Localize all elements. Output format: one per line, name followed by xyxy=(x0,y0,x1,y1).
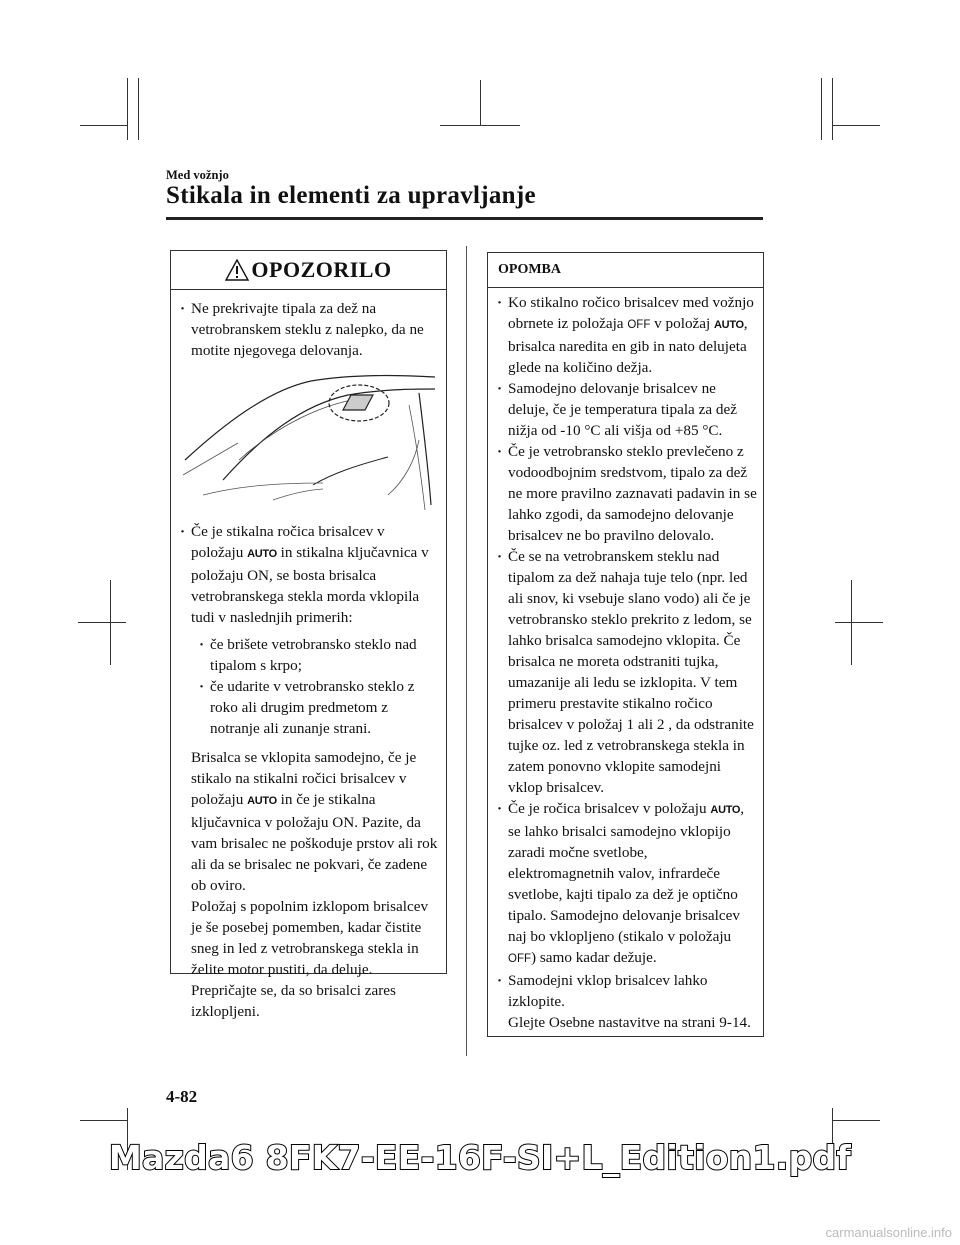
watermark: carmanualsonline.info xyxy=(825,1225,952,1240)
crop-mark xyxy=(832,78,833,140)
page-number: 4-82 xyxy=(166,1087,198,1106)
warning-heading: OPOZORILO xyxy=(251,257,392,282)
crop-mark xyxy=(821,78,822,140)
crop-mark xyxy=(832,125,880,126)
title-rule xyxy=(166,217,763,220)
auto-symbol: AUTO xyxy=(247,548,277,560)
note-item: · Ko stikalno ročico brisalcev med vožnjo obrnete iz položaja OFF v položaj AUTO, brisalca naredita en gib in nato delujeta glede na količino dežja. xyxy=(488,292,757,378)
note-item: · Če se na vetrobranskem steklu nad tipalom za dež nahaja tuje telo (npr. led ali snov, ki vsebuje slano vodo) ali če je vetrobransko steklo prekrito z ledom, se lahko brisalca samodejno vklopita. Če brisalca ne moreta odstraniti tujka, umazanije ali ledu se izklopita. V tem primeru prestavite stikalno ročico brisalcev v položaj 1 ali 2 , da odstranite tujke oz. led z vetrobranskega stekla in zatem ponovno vklopite samodejni vklop brisalcev. xyxy=(488,546,757,798)
warning-paragraph: Položaj s popolnim izklopom brisalcev je še posebej pomemben, kadar čistite sneg in led z vetrobranskega stekla in želite motor pustiti, da deluje. Prepričajte se, da so brisalci zares izklopljeni. xyxy=(191,898,429,1020)
crop-mark xyxy=(78,622,126,623)
note-heading: OPOMBA xyxy=(488,253,763,288)
crop-mark xyxy=(480,80,481,125)
crop-mark xyxy=(835,622,883,623)
crop-mark xyxy=(851,580,852,665)
warning-header xyxy=(171,251,446,290)
auto-symbol: AUTO xyxy=(247,795,277,807)
warning-subitem: · če brišete vetrobransko steklo nad tipalom s krpo; xyxy=(171,634,440,676)
crop-mark xyxy=(80,1120,128,1121)
off-symbol: OFF xyxy=(627,319,651,331)
warning-subitem: · če udarite v vetrobransko steklo z roko ali drugim predmetom z notranje ali zunanje strani. xyxy=(171,676,440,739)
crop-mark xyxy=(138,78,139,140)
section-label: Med vožnjo xyxy=(166,168,229,182)
off-symbol: OFF xyxy=(508,953,531,965)
note-box xyxy=(487,252,764,1037)
note-item: · Če je ročica brisalcev v položaju AUTO, se lahko brisalci samodejno vklopijo zaradi močne svetlobe, elektromagnetnih valov, infrardeče svetlobe, kajti tipalo za dež je optično tipalo. Samodejno delovanje brisalcev naj bo vklopljeno (stikalo v položaju OFF) samo kadar dežuje. xyxy=(488,798,757,970)
crop-mark xyxy=(80,125,128,126)
note-item: · Če je vetrobransko steklo prevlečeno z vodoodbojnim sredstvom, tipalo za dež ne more pravilno zaznavati padavin in se lahko zgodi, da samodejno delovanje brisalcev ne bo pravilno delovalo. xyxy=(488,441,757,546)
crop-mark xyxy=(127,78,128,140)
crop-mark xyxy=(110,580,111,665)
crop-mark xyxy=(440,125,520,126)
auto-symbol: AUTO xyxy=(710,804,741,816)
warning-triangle-icon xyxy=(225,259,249,281)
warning-item: · Ne prekrivajte tipala za dež na vetrobranskem steklu z nalepko, da ne motite njegovega delovanja. xyxy=(171,298,440,361)
windshield-rain-sensor-illustration xyxy=(183,365,438,515)
warning-box xyxy=(170,250,447,1020)
column-divider xyxy=(466,246,467,1056)
crop-mark xyxy=(832,1120,880,1121)
warning-item: · Če je stikalna ročica brisalcev v položaju AUTO in stikalna ključavnica v položaju ON, se bosta brisalca vetrobranskega stekla morda vklopila tudi v naslednjih primerih: xyxy=(171,521,440,628)
footer-filename: Mazda6 8FK7-EE-16F-SI+L_Edition1.pdf xyxy=(108,1138,852,1177)
note-item: · Samodejno delovanje brisalcev ne deluje, če je temperatura tipala za dež nižja od -10 °C ali višja od +85 °C. xyxy=(488,378,757,441)
auto-symbol: AUTO xyxy=(714,319,744,331)
note-item: · Samodejni vklop brisalcev lahko izklopite. Glejte Osebne nastavitve na strani 9-14. xyxy=(488,970,757,1033)
warning-paragraph: Brisalca se vklopita samodejno, če je stikalo na stikalni ročici brisalcev v položaju AUTO in če je stikalna ključavnica v položaju ON. Pazite, da vam brisalec ne poškoduje prstov ali rok ali da se brisalec ne pokvari, če zadene ob oviro. xyxy=(191,749,438,894)
page-title: Stikala in elementi za upravljanje xyxy=(166,182,536,209)
